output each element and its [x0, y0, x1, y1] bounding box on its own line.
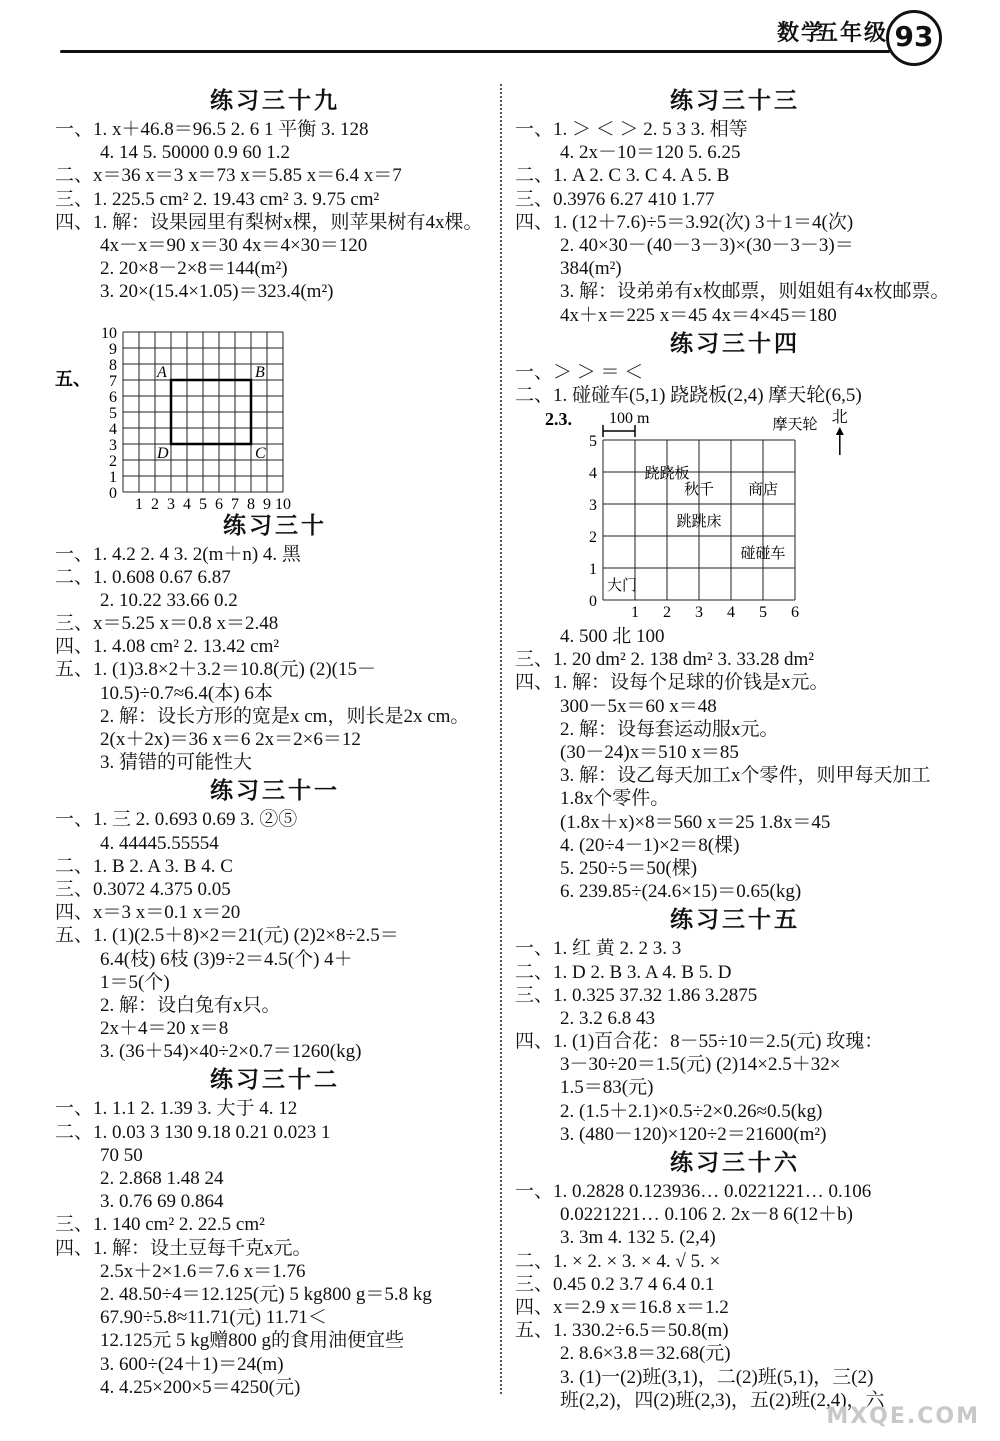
answer-line: 二、1. 碰碰车(5,1) 跷跷板(2,4) 摩天轮(6,5) — [515, 384, 862, 406]
grid-y-tick: 3 — [109, 436, 117, 454]
answer-line: 5. 250÷5＝50(棵) — [560, 857, 698, 879]
grid-label: 五、 — [55, 368, 91, 390]
grid-y-tick: 10 — [101, 324, 117, 342]
answer-line: 2. 2.868 1.48 24 — [100, 1168, 224, 1189]
page-number: 93 — [886, 10, 942, 66]
answer-line: 6.4(枝) 6枝 (3)9÷2＝4.5(个) 4＋ — [100, 948, 353, 970]
answer-line: 2. 8.6×3.8＝32.68(元) — [560, 1343, 731, 1365]
answer-line: 五、1. (1)(2.5＋8)×2＝21(元) (2)2×8÷2.5＝ — [55, 925, 399, 947]
map-y-tick: 1 — [589, 561, 597, 579]
map-x-tick: 2 — [663, 604, 671, 622]
grid-x-tick: 4 — [183, 495, 191, 509]
page-header — [0, 0, 1000, 70]
place-label: 秋千 — [683, 480, 715, 499]
map-y-tick: 5 — [589, 433, 597, 451]
answer-line: 1＝5(个) — [100, 971, 170, 993]
answer-line: 4. (20÷4－1)×2＝8(棵) — [560, 834, 740, 856]
point-label-B: B — [255, 363, 265, 381]
answer-line: 班(2,2)，四(2)班(2,3)，五(2)班(2,4)，六 — [560, 1389, 885, 1411]
answer-line: 2. 10.22 33.66 0.2 — [100, 589, 238, 611]
grid-x-tick: 3 — [167, 495, 175, 509]
answer-line: 1.5＝83(元) — [560, 1077, 654, 1099]
section-title: 练习三十三 — [670, 87, 800, 114]
answer-line: 300－5x＝60 x＝48 — [560, 695, 717, 717]
map-y-tick: 4 — [589, 465, 597, 483]
answer-line: 6. 239.85÷(24.6×15)＝0.65(kg) — [560, 881, 802, 903]
section-title: 练习三十一 — [210, 777, 340, 805]
answer-line: 3. 3m 4. 132 5. (2,4) — [560, 1227, 716, 1249]
grid-x-tick: 1 — [135, 495, 143, 509]
header-grade: 五年级 — [815, 20, 888, 46]
answer-line: 一、1. 三 2. 0.693 0.69 3. ②⑤ — [55, 809, 298, 831]
answer-line: 三、x＝5.25 x＝0.8 x＝2.48 — [55, 613, 279, 635]
place-label: 摩天轮 — [772, 415, 818, 434]
section-title: 练习三十 — [223, 511, 327, 539]
answer-line: 3. 解：设乙每天加工x个零件，则甲每天加工 — [560, 765, 931, 787]
map-x-tick: 3 — [695, 604, 703, 622]
answer-line: 四、1. 解：设土豆每千克x元。 — [55, 1237, 312, 1259]
section-title: 练习三十九 — [210, 87, 340, 114]
grid-y-tick: 1 — [109, 468, 117, 486]
answer-line: 三、1. 140 cm² 2. 22.5 cm² — [55, 1214, 265, 1236]
answer-line: 2. 3.2 6.8 43 — [560, 1007, 655, 1029]
grid-x-tick: 8 — [247, 495, 255, 509]
answer-line: 二、1. × 2. × 3. × 4. √ 5. × — [515, 1250, 721, 1272]
map-y-tick: 2 — [589, 529, 597, 547]
section-title: 练习三十二 — [210, 1066, 340, 1094]
answer-line: 四、x＝3 x＝0.1 x＝20 — [55, 902, 241, 924]
grid-y-tick: 2 — [109, 452, 117, 470]
grid-x-tick: 10 — [275, 495, 291, 509]
grid-svg — [55, 304, 355, 509]
answer-line: 3. 20×(15.4×1.05)＝323.4(m²) — [100, 281, 334, 303]
map-x-tick: 4 — [727, 604, 735, 622]
answer-line: 二、x＝36 x＝3 x＝73 x＝5.85 x＝6.4 x＝7 — [55, 165, 402, 187]
north-arrowhead-icon — [836, 427, 844, 435]
answer-line: 一、1. 红 黄 2. 2 3. 3 — [515, 938, 682, 960]
answer-line: 2. 40×30－(40－3－3)×(30－3－3)＝ — [560, 234, 854, 256]
answer-line: 4x－x＝90 x＝30 4x＝4×30＝120 — [100, 234, 368, 256]
place-label: 跷跷板 — [644, 464, 690, 483]
answer-line: 三、1. 20 dm² 2. 138 dm² 3. 33.28 dm² — [515, 649, 814, 671]
answer-line: 4. 500 北 100 — [560, 626, 665, 648]
answer-line: 2x＋4＝20 x＝8 — [100, 1018, 229, 1040]
point-label-C: C — [255, 444, 266, 462]
answer-line: 四、1. 解：设每个足球的价钱是x元。 — [515, 672, 829, 694]
north-label: 北 — [831, 407, 848, 427]
map-x-tick: 5 — [759, 604, 767, 622]
section-title: 练习三十五 — [670, 906, 800, 934]
answer-line: 3. 猜错的可能性大 — [100, 752, 253, 774]
answer-line: 三、1. 225.5 cm² 2. 19.43 cm² 3. 9.75 cm² — [55, 188, 380, 210]
answer-line: 2. 解：设白兔有x只。 — [100, 994, 281, 1016]
grid-x-tick: 6 — [215, 495, 223, 509]
place-label: 跳跳床 — [676, 512, 722, 531]
header-subject: 数学 — [776, 20, 825, 46]
header-rule — [60, 50, 890, 53]
watermark: MXQE.COM — [826, 1404, 980, 1429]
answer-line: 4. 44445.55554 — [100, 832, 219, 854]
answer-line: 一、1. 0.2828 0.123936… 0.0221221… 0.106 — [515, 1181, 872, 1202]
map-label: 2.3. — [545, 409, 572, 430]
right-column — [515, 84, 955, 1412]
answer-line: 2. 20×8－2×8＝144(m²) — [100, 258, 288, 280]
scale-text: 100 m — [609, 410, 650, 428]
answer-line: 三、0.3072 4.375 0.05 — [55, 878, 231, 900]
answer-line: 3. (1)一(2)班(3,1)，二(2)班(5,1)，三(2) — [560, 1366, 874, 1388]
answer-line: 10.5)÷0.7≈6.4(本) 6本 — [100, 682, 273, 704]
map-x-tick: 6 — [791, 604, 799, 622]
answer-line: 12.125元 5 kg赠800 g的食用油便宜些 — [100, 1330, 405, 1352]
answer-line: (30－24)x＝510 x＝85 — [560, 742, 739, 763]
answer-line: 三、1. 0.325 37.32 1.86 3.2875 — [515, 984, 758, 1006]
answer-line: 0.0221221… 0.106 2. 2x－8 6(12＋b) — [560, 1204, 853, 1226]
answer-line: 三、0.3976 6.27 410 1.77 — [515, 188, 715, 210]
answer-line: 3－30÷20＝1.5(元) (2)14×2.5＋32× — [560, 1054, 841, 1076]
answer-line: 一、1. x＋46.8＝96.5 2. 6 1 平衡 3. 128 — [55, 119, 369, 140]
answer-line: 1.8x个零件。 — [560, 788, 670, 810]
answer-line: 3. 解：设弟弟有x枚邮票，则姐姐有4x枚邮票。 — [560, 281, 950, 303]
grid-x-tick: 9 — [263, 495, 271, 509]
answer-line: 三、0.45 0.2 3.7 4 6.4 0.1 — [515, 1273, 715, 1295]
answer-line: 3. (480－120)×120÷2＝21600(m²) — [560, 1123, 827, 1145]
answer-line: 4. 4.25×200×5＝4250(元) — [100, 1376, 301, 1398]
answer-line: 2. 48.50÷4＝12.125(元) 5 kg800 g＝5.8 kg — [100, 1283, 432, 1305]
answer-line: 3. 600÷(24＋1)＝24(m) — [100, 1353, 284, 1375]
answer-line: 二、1. 0.608 0.67 6.87 — [55, 566, 231, 588]
answer-line: 4. 2x－10＝120 5. 6.25 — [560, 142, 741, 164]
map-x-tick: 1 — [631, 604, 639, 622]
map-y-tick: 0 — [589, 593, 597, 611]
answer-line: 2(x＋2x)＝36 x＝6 2x＝2×6＝12 — [100, 729, 361, 750]
park-map — [515, 407, 955, 625]
answer-line: 67.90÷5.8≈11.71(元) 11.71＜ — [100, 1307, 327, 1329]
grid-y-tick: 4 — [109, 420, 117, 438]
left-column — [55, 84, 495, 1399]
map-y-tick: 3 — [589, 497, 597, 515]
answer-line: 四、1. (1)百合花：8－55÷10＝2.5(元) 玫瑰： — [515, 1031, 884, 1053]
grid-x-tick: 2 — [151, 495, 159, 509]
coordinate-grid — [55, 304, 495, 509]
answer-line: 五、1. 330.2÷6.5＝50.8(m) — [515, 1320, 729, 1342]
answer-line: 二、1. D 2. B 3. A 4. B 5. D — [515, 961, 732, 983]
answer-line: 四、x＝2.9 x＝16.8 x＝1.2 — [515, 1296, 729, 1318]
answer-line: 2. 解：设每套运动服x元。 — [560, 718, 779, 740]
answer-line: (1.8x＋x)×8＝560 x＝25 1.8x＝45 — [560, 811, 831, 833]
answer-line: 2. (1.5＋2.1)×0.5÷2×0.26≈0.5(kg) — [560, 1100, 823, 1122]
answer-line: 2. 解：设长方形的宽是x cm，则长是2x cm。 — [100, 705, 470, 727]
place-label: 商店 — [747, 480, 779, 499]
answer-line: 四、1. 4.08 cm² 2. 13.42 cm² — [55, 636, 280, 658]
answer-line: 二、1. B 2. A 3. B 4. C — [55, 855, 233, 877]
grid-y-tick: 0 — [109, 484, 117, 502]
answer-line: 4. 14 5. 50000 0.9 60 1.2 — [100, 142, 290, 164]
map-svg — [515, 407, 955, 625]
place-label: 大门 — [607, 576, 638, 595]
answer-line: 384(m²) — [560, 258, 622, 280]
grid-x-tick: 5 — [199, 495, 207, 509]
answer-line: 二、1. 0.03 3 130 9.18 0.21 0.023 1 — [55, 1121, 331, 1143]
grid-x-tick: 7 — [231, 495, 239, 509]
grid-y-tick: 6 — [109, 388, 117, 406]
answer-line: 3. 0.76 69 0.864 — [100, 1191, 224, 1213]
answer-line: 4x＋x＝225 x＝45 4x＝4×45＝180 — [560, 304, 837, 326]
grid-y-tick: 8 — [109, 356, 117, 374]
answer-line: 一、1. 1.1 2. 1.39 3. 大于 4. 12 — [55, 1098, 298, 1120]
answer-line: 3. (36＋54)×40÷2×0.7＝1260(kg) — [100, 1041, 362, 1063]
grid-y-tick: 5 — [109, 404, 117, 422]
answer-line: 二、1. A 2. C 3. C 4. A 5. B — [515, 165, 730, 187]
section-title: 练习三十六 — [670, 1149, 800, 1176]
answer-line: 70 50 — [100, 1144, 143, 1166]
answer-line: 一、1. 4.2 2. 4 3. 2(m＋n) 4. 黑 — [55, 543, 301, 565]
answer-line: 四、1. 解：设果园里有梨树x棵，则苹果树有4x棵。 — [55, 211, 483, 233]
answer-line: 一、＞ ＞ ＝ ＜ — [515, 361, 644, 383]
point-label-D: D — [157, 444, 169, 462]
answer-line: 2.5x＋2×1.6＝7.6 x＝1.76 — [100, 1260, 306, 1282]
section-title: 练习三十四 — [670, 329, 800, 357]
place-label: 碰碰车 — [740, 544, 786, 563]
column-divider — [500, 84, 502, 1394]
answer-line: 四、1. (12＋7.6)÷5＝3.92(次) 3＋1＝4(次) — [515, 211, 854, 233]
point-label-A: A — [157, 363, 167, 381]
grid-y-tick: 7 — [109, 372, 117, 390]
answer-line: 五、1. (1)3.8×2＋3.2＝10.8(元) (2)(15－ — [55, 659, 377, 681]
answer-line: 一、1. ＞ ＜ ＞ 2. 5 3 3. 相等 — [515, 119, 748, 140]
grid-y-tick: 9 — [109, 340, 117, 358]
